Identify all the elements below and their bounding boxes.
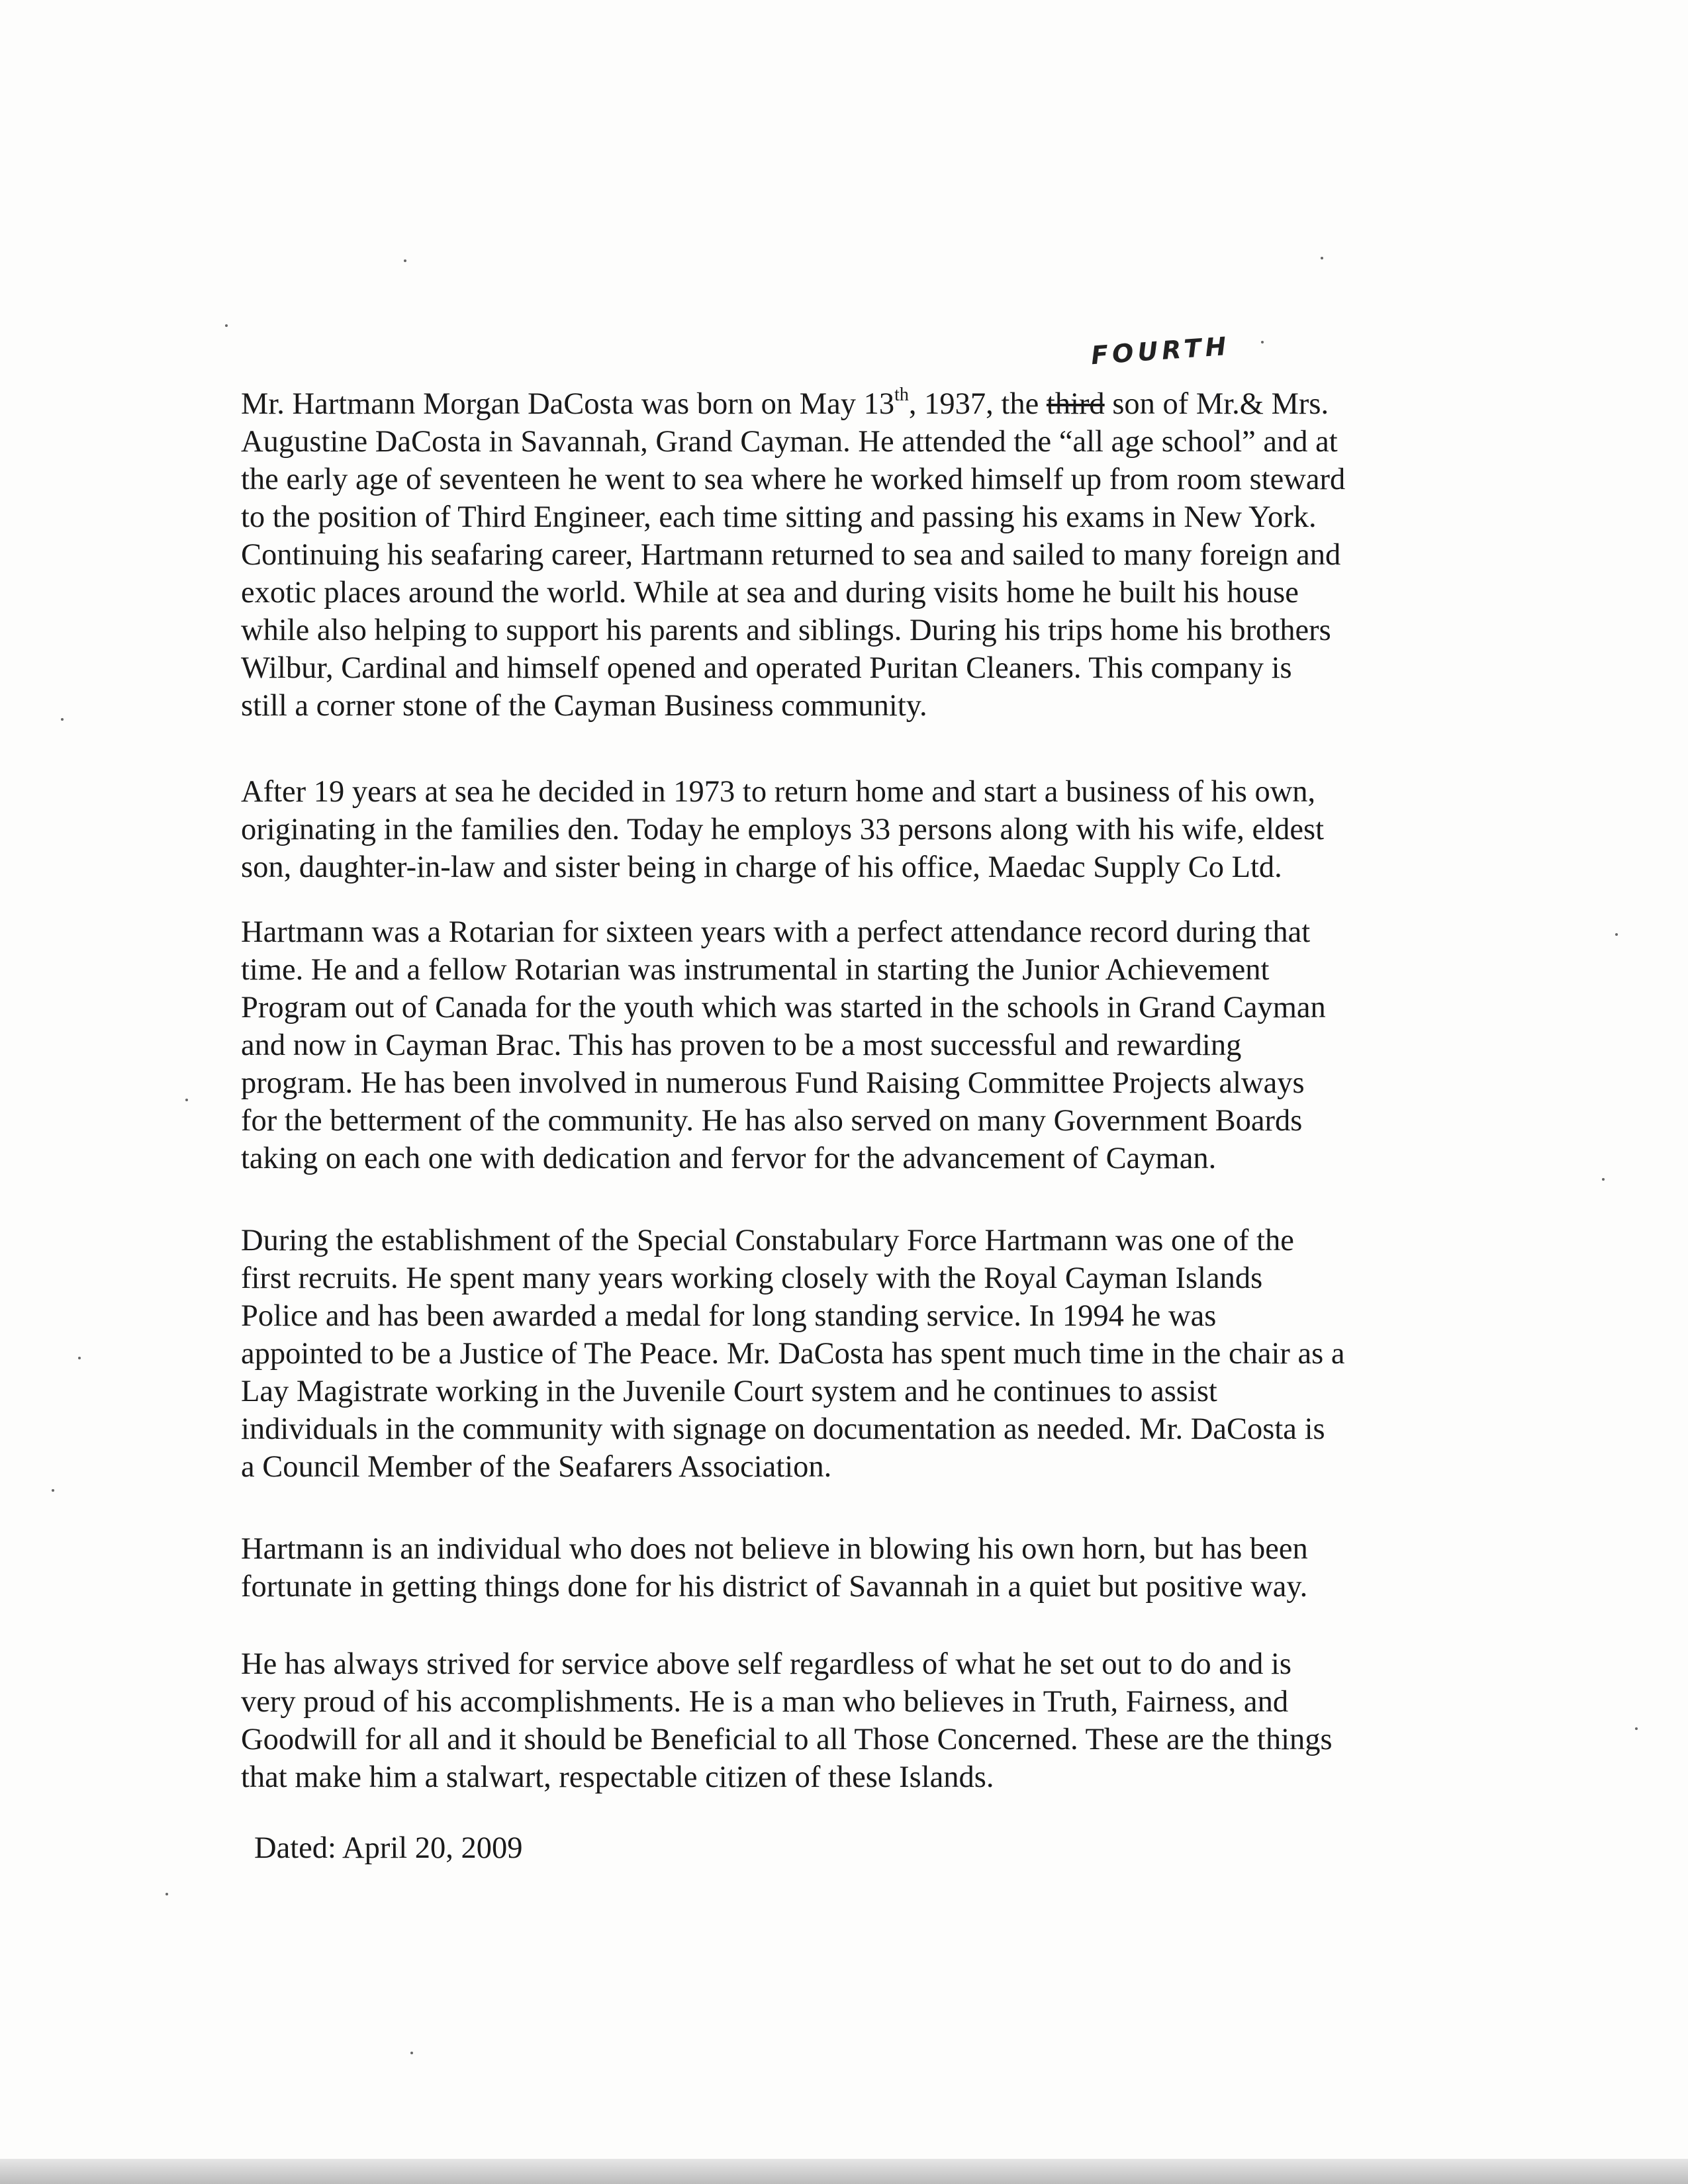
text-line: He has always strived for service above self regardless of what he set out to do and is <box>241 1647 1291 1681</box>
struck-word: third <box>1046 387 1105 421</box>
text-line: individuals in the community with signage on documentation as needed. Mr. DaCosta is <box>241 1412 1325 1446</box>
paragraph-business <box>241 773 1432 886</box>
text-line: appointed to be a Justice of The Peace. Mr. DaCosta has spent much time in the chair as a <box>241 1337 1345 1371</box>
date-line: Dated: April 20, 2009 <box>254 1831 523 1865</box>
text-line: a Council Member of the Seafarers Association. <box>241 1450 832 1484</box>
text-line: that make him a stalwart, respectable citizen of these Islands. <box>241 1760 994 1794</box>
paragraph-constabulary <box>241 1222 1432 1486</box>
scan-speck <box>1261 341 1264 343</box>
text-line: Hartmann is an individual who does not believe in blowing his own horn, but has been <box>241 1532 1308 1566</box>
text-line: still a corner stone of the Cayman Business community. <box>241 689 927 723</box>
scan-speck <box>165 1893 168 1895</box>
paragraph-service <box>241 1645 1432 1796</box>
text-line: Hartmann was a Rotarian for sixteen years with a perfect attendance record during that <box>241 915 1311 949</box>
text-line: taking on each one with dedication and fervor for the advancement of Cayman. <box>241 1142 1217 1175</box>
paragraph-birth-and-career <box>241 385 1432 725</box>
text-line: very proud of his accomplishments. He is a man who believes in Truth, Fairness, and <box>241 1685 1289 1719</box>
text-line: Program out of Canada for the youth which was started in the schools in Grand Cayman <box>241 991 1326 1024</box>
text-line: Lay Magistrate working in the Juvenile Court system and he continues to assist <box>241 1375 1217 1408</box>
paragraph-character <box>241 1530 1432 1606</box>
text-line: program. He has been involved in numerous Fund Raising Committee Projects always <box>241 1066 1305 1100</box>
text-line: first recruits. He spent many years working closely with the Royal Cayman Islands <box>241 1261 1263 1295</box>
scan-speck <box>410 2052 413 2054</box>
text-line: Wilbur, Cardinal and himself opened and operated Puritan Cleaners. This company is <box>241 651 1292 685</box>
text-line: originating in the families den. Today he employs 33 persons along with his wife, eldest <box>241 813 1325 846</box>
text-line: for the betterment of the community. He has also served on many Government Boards <box>241 1104 1303 1138</box>
text-line: After 19 years at sea he decided in 1973 to return home and start a business of his own, <box>241 775 1316 809</box>
paragraph-rotary <box>241 913 1432 1177</box>
text-line: Continuing his seafaring career, Hartmann returned to sea and sailed to many foreign and <box>241 538 1341 572</box>
text-line: the early age of seventeen he went to sea where he worked himself up from room steward <box>241 463 1346 496</box>
text-line: and now in Cayman Brac. This has proven to be a most successful and rewarding <box>241 1028 1242 1062</box>
scan-speck <box>61 718 64 721</box>
text-line: Police and has been awarded a medal for long standing service. In 1994 he was <box>241 1299 1217 1333</box>
scan-bottom-edge <box>0 2159 1688 2184</box>
text-line: time. He and a fellow Rotarian was instrumental in starting the Junior Achievement <box>241 953 1270 987</box>
scan-speck <box>404 259 406 262</box>
text-line: son, daughter-in-law and sister being in charge of his office, Maedac Supply Co Ltd. <box>241 850 1282 884</box>
scan-speck <box>1635 1727 1638 1730</box>
text-line: Goodwill for all and it should be Beneficial to all Those Concerned. These are the things <box>241 1723 1333 1756</box>
scan-speck <box>78 1357 81 1359</box>
text-line: fortunate in getting things done for his district of Savannah in a quiet but positive way. <box>241 1570 1308 1604</box>
scan-speck <box>1615 933 1618 936</box>
text-line: to the position of Third Engineer, each time sitting and passing his exams in New York. <box>241 500 1317 534</box>
scan-speck <box>185 1099 188 1101</box>
scan-speck <box>52 1489 54 1492</box>
text-line: Mr. Hartmann Morgan DaCosta was born on May 13th, 1937, the third son of Mr.& Mrs. <box>241 385 1329 421</box>
scan-speck <box>1321 257 1323 259</box>
text-line: while also helping to support his parents and siblings. During his trips home his brothers <box>241 614 1331 647</box>
text-line: exotic places around the world. While at sea and during visits home he built his house <box>241 576 1299 610</box>
handwritten-correction: FOURTH <box>1090 331 1231 371</box>
scan-speck <box>1602 1178 1605 1181</box>
text-line: During the establishment of the Special Constabulary Force Hartmann was one of the <box>241 1224 1294 1257</box>
text-line: Augustine DaCosta in Savannah, Grand Cayman. He attended the “all age school” and at <box>241 425 1338 459</box>
scan-speck <box>225 324 228 327</box>
